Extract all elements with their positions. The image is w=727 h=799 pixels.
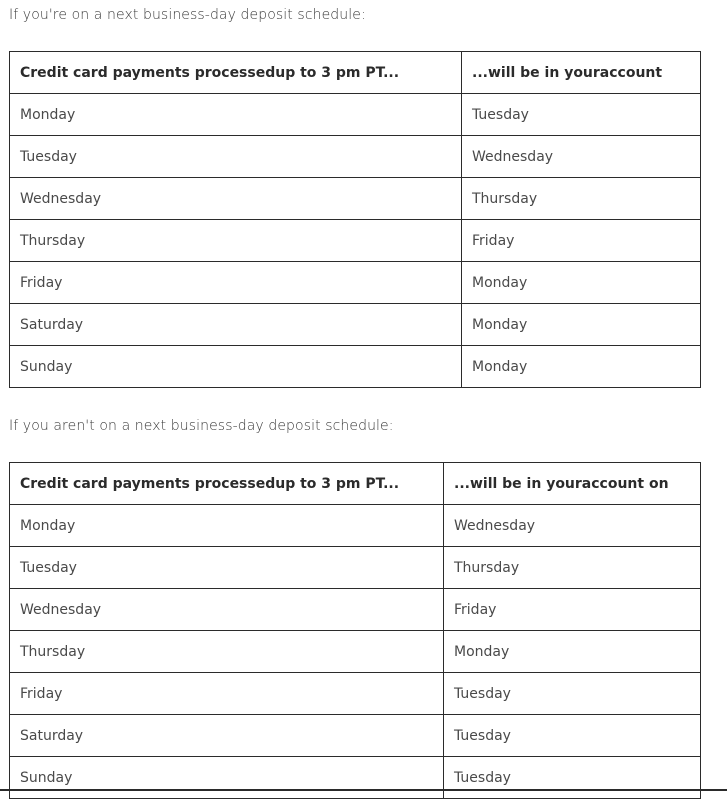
table-row xyxy=(10,262,701,304)
table-row xyxy=(10,136,701,178)
table-row xyxy=(10,178,701,220)
table-row xyxy=(10,346,701,388)
processed-day-cell: Sunday xyxy=(10,346,462,388)
table-row xyxy=(10,220,701,262)
schedule-intro-standard: If you aren't on a next business-day deposit schedule: xyxy=(9,418,394,434)
table-header-row xyxy=(10,463,701,505)
deposit-day-cell: Friday xyxy=(462,220,701,262)
deposit-day-cell: Monday xyxy=(462,346,701,388)
deposit-day-cell: Tuesday xyxy=(444,757,701,799)
processed-day-cell: Monday xyxy=(10,94,462,136)
column-header-deposited: ...will be in youraccount on xyxy=(444,463,701,505)
deposit-day-cell: Tuesday xyxy=(462,94,701,136)
deposit-day-cell: Thursday xyxy=(462,178,701,220)
deposit-day-cell: Friday xyxy=(444,589,701,631)
deposit-day-cell: Monday xyxy=(444,631,701,673)
table-row xyxy=(10,94,701,136)
column-header-processed: Credit card payments processedup to 3 pm PT... xyxy=(10,52,462,94)
processed-day-cell: Saturday xyxy=(10,715,444,757)
column-header-processed: Credit card payments processedup to 3 pm PT... xyxy=(10,463,444,505)
table-row xyxy=(10,757,701,799)
standard-schedule-table xyxy=(9,462,701,799)
table-row xyxy=(10,631,701,673)
processed-day-cell: Tuesday xyxy=(10,136,462,178)
schedule-intro-next-business-day: If you're on a next business-day deposit schedule: xyxy=(9,7,366,23)
table-row xyxy=(10,304,701,346)
next-business-day-schedule-table xyxy=(9,51,701,388)
processed-day-cell: Monday xyxy=(10,505,444,547)
processed-day-cell: Saturday xyxy=(10,304,462,346)
deposit-day-cell: Wednesday xyxy=(444,505,701,547)
deposit-day-cell: Wednesday xyxy=(462,136,701,178)
processed-day-cell: Sunday xyxy=(10,757,444,799)
table-row xyxy=(10,589,701,631)
deposit-day-cell: Thursday xyxy=(444,547,701,589)
deposit-day-cell: Monday xyxy=(462,262,701,304)
processed-day-cell: Friday xyxy=(10,262,462,304)
processed-day-cell: Thursday xyxy=(10,631,444,673)
processed-day-cell: Wednesday xyxy=(10,178,462,220)
processed-day-cell: Friday xyxy=(10,673,444,715)
deposit-day-cell: Monday xyxy=(462,304,701,346)
table-row xyxy=(10,715,701,757)
processed-day-cell: Tuesday xyxy=(10,547,444,589)
table-row xyxy=(10,547,701,589)
processed-day-cell: Thursday xyxy=(10,220,462,262)
deposit-day-cell: Tuesday xyxy=(444,715,701,757)
deposit-day-cell: Tuesday xyxy=(444,673,701,715)
column-header-deposited: ...will be in youraccount xyxy=(462,52,701,94)
table-header-row xyxy=(10,52,701,94)
processed-day-cell: Wednesday xyxy=(10,589,444,631)
table-row xyxy=(10,673,701,715)
table-row xyxy=(10,505,701,547)
